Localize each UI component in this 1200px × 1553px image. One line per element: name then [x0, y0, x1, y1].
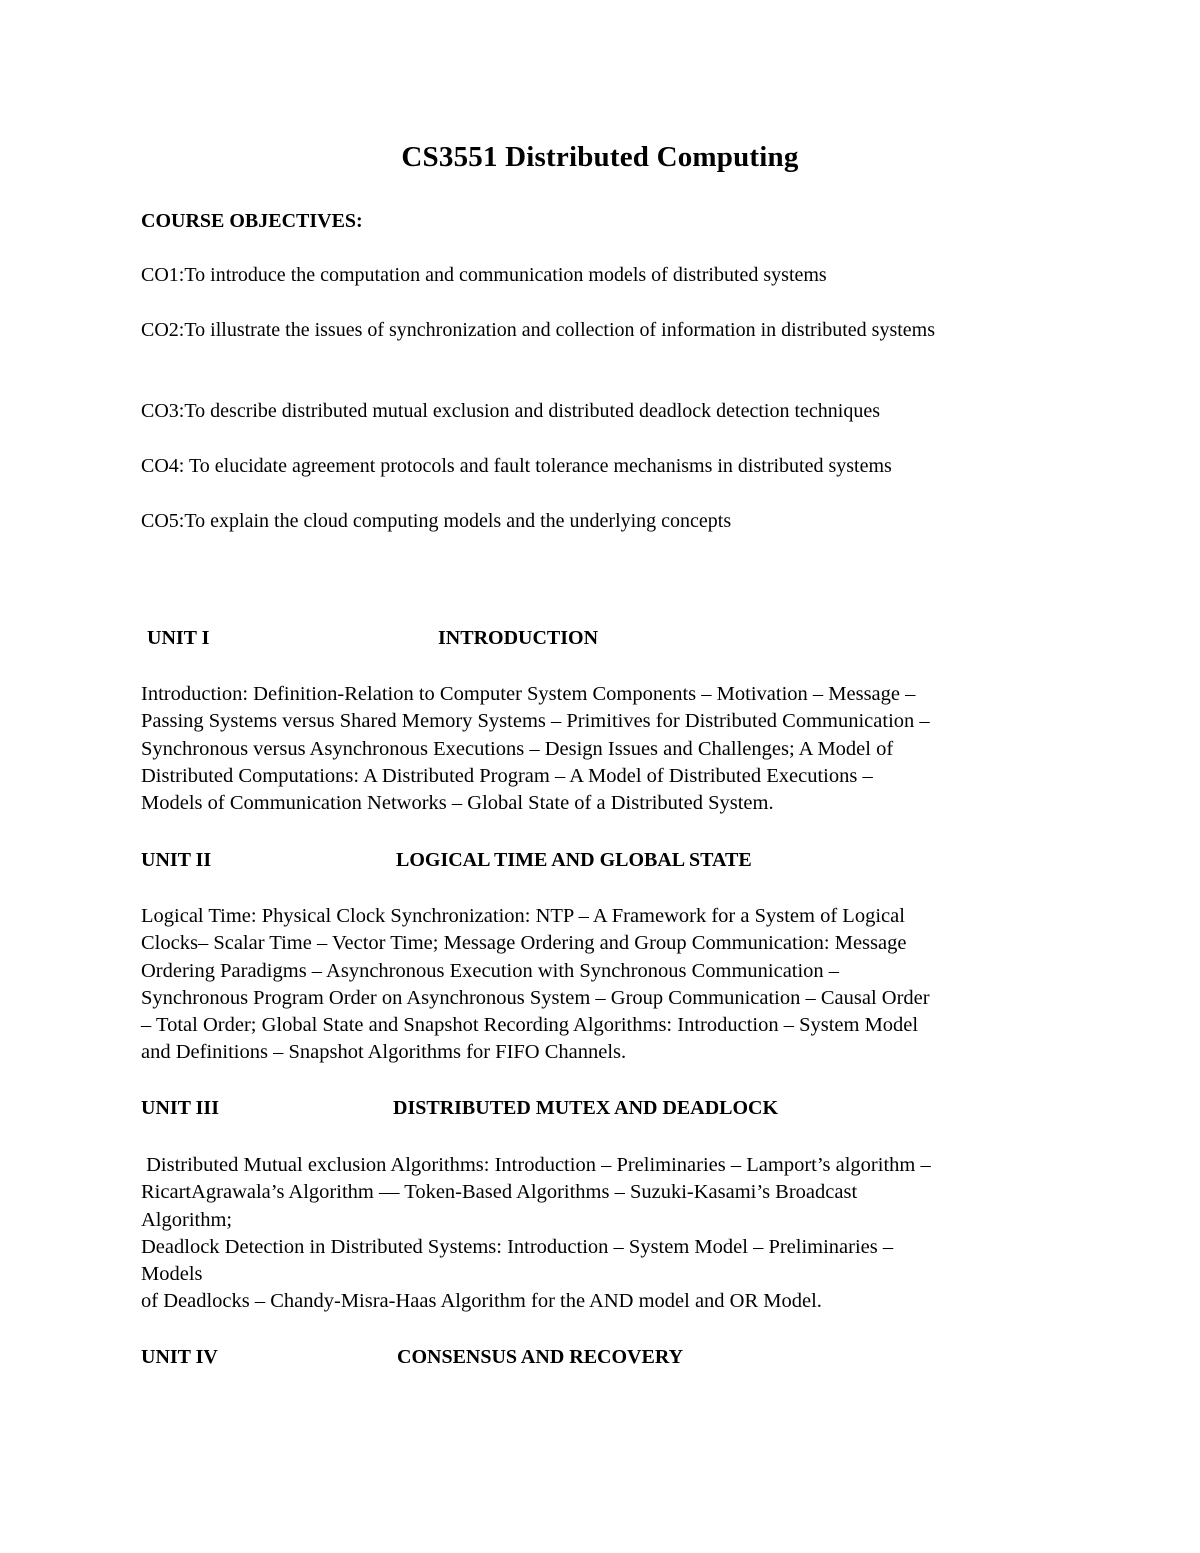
unit-3-heading: [141, 1097, 779, 1120]
objective-co1: CO1:To introduce the computation and communication models of distributed systems: [141, 264, 827, 286]
unit-3-line: RicartAgrawala’s Algorithm –– Token-Based Algorithms – Suzuki-Kasami’s Broadcast: [141, 1181, 858, 1204]
unit-1-line: Passing Systems versus Shared Memory Systems – Primitives for Distributed Communication –: [141, 710, 930, 733]
objective-co2: CO2:To illustrate the issues of synchronization and collection of information in distributed systems: [141, 319, 936, 341]
objective-co3: CO3:To describe distributed mutual exclusion and distributed deadlock detection techniques: [141, 400, 880, 422]
unit-2-line: – Total Order; Global State and Snapshot Recording Algorithms: Introduction – System Model: [141, 1014, 919, 1037]
unit-2-content: [141, 903, 1061, 1067]
unit-1-line: Synchronous versus Asynchronous Executions – Design Issues and Challenges; A Model of: [141, 737, 894, 760]
unit-2-number: UNIT II: [141, 849, 212, 871]
unit-3-title: DISTRIBUTED MUTEX AND DEADLOCK: [393, 1097, 779, 1119]
unit-1-line: Models of Communication Networks – Global State of a Distributed System.: [141, 792, 774, 815]
unit-4-title: CONSENSUS AND RECOVERY: [397, 1346, 684, 1368]
course-objectives-heading: COURSE OBJECTIVES:: [141, 210, 363, 232]
unit-3-line: of Deadlocks – Chandy-Misra-Haas Algorithm for the AND model and OR Model.: [141, 1290, 822, 1313]
unit-1-content: [141, 681, 1061, 817]
unit-2-heading: [141, 849, 752, 872]
unit-3-line: Algorithm;: [141, 1208, 233, 1231]
unit-1-number: UNIT I: [147, 627, 210, 649]
unit-3-line: Deadlock Detection in Distributed Systems: Introduction – System Model – Preliminaries –: [141, 1235, 894, 1258]
document-title: CS3551 Distributed Computing: [401, 141, 799, 173]
unit-1-line: Introduction: Definition-Relation to Computer System Components – Motivation – Message –: [141, 683, 916, 705]
unit-3-line: Distributed Mutual exclusion Algorithms: Introduction – Preliminaries – Lamport’s algorithm –: [141, 1154, 931, 1176]
unit-2-line: Synchronous Program Order on Asynchronous System – Group Communication – Causal Order: [141, 986, 930, 1009]
objective-co4: CO4: To elucidate agreement protocols and fault tolerance mechanisms in distributed systems: [141, 455, 892, 477]
unit-2-line: and Definitions – Snapshot Algorithms for FIFO Channels.: [141, 1041, 627, 1064]
unit-4-heading: [141, 1346, 684, 1369]
unit-1-title: INTRODUCTION: [438, 627, 599, 649]
unit-1-heading: [147, 627, 599, 650]
unit-1-line: Distributed Computations: A Distributed Program – A Model of Distributed Executions –: [141, 764, 873, 787]
unit-3-content: [141, 1152, 1061, 1316]
unit-4-number: UNIT IV: [141, 1346, 218, 1368]
unit-2-line: Logical Time: Physical Clock Synchronization: NTP – A Framework for a System of Logical: [141, 905, 905, 927]
unit-2-line: Clocks– Scalar Time – Vector Time; Message Ordering and Group Communication: Message: [141, 932, 907, 955]
unit-3-line: Models: [141, 1263, 203, 1286]
objective-co5: CO5:To explain the cloud computing models and the underlying concepts: [141, 510, 732, 532]
unit-2-line: Ordering Paradigms – Asynchronous Execution with Synchronous Communication –: [141, 959, 840, 982]
unit-3-number: UNIT III: [141, 1097, 219, 1119]
unit-2-title: LOGICAL TIME AND GLOBAL STATE: [396, 849, 752, 871]
